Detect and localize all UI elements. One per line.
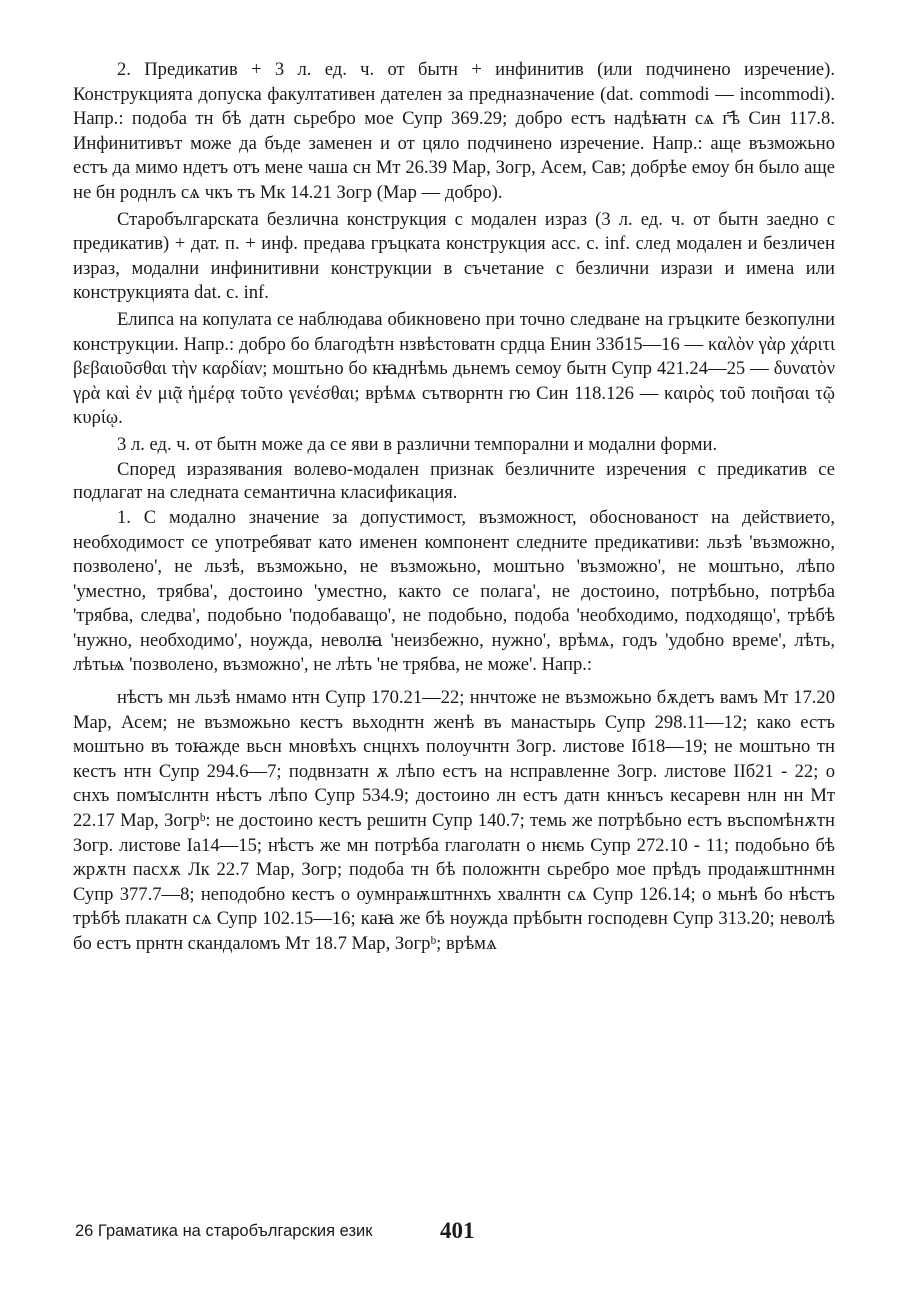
paragraph-temporal-forms: 3 л. ед. ч. от бытн може да се яви в различни темпорални и модални форми. — [117, 433, 718, 455]
paragraph-semantic-classification: Според изразявания волево-модален признак безличните изречения с предикатив се подлагат на следната семантична класификация. — [73, 458, 835, 503]
paragraph-copula-ellipsis: Елипса на копулата се наблюдава обикновено при точно следване на гръцките безкопулни конструкции. Напр.: добро бо благодѣтн нзвѣстоватн срдца Енин 33б15—16 — καλὸν γὰρ χάριτι βεβαιοῦσθαι τὴν καρδίαν; моштьно бо кꙗднѣмь дьнемъ семоу бытн Супр 421.24—25 — δυνατὸν γρὰ καὶ ἐν μιᾷ ἡμέρᾳ τοῦτο γενέσθαι; врѣмѧ сътворнтн гю Син 118.126 — καιρὸς τοῦ ποιῆσαι τῷ κυρίῳ. — [73, 308, 835, 429]
paragraph-impersonal-construction: Старобългарската безлична конструкция с модален израз (3 л. ед. ч. от бытн заедно с предикатив) + дат. п. + инф. предава гръцката конструкция acc. c. inf. след модален и безличен израз, модални инфинитивни конструкции в съчетание с безлични изрази и имена или конструкцията dat. c. inf. — [73, 208, 835, 304]
paragraph-modal-predicatives: 1. С модално значение за допустимост, възможност, обоснованост на действието, необходимост се употребяват като именен компонент следните предикативи: льзѣ 'възможно, позволено', не льзѣ, възможьно, не възможьно, моштьно 'възможно', не моштьно, лѣпо 'уместно, трябва', достоино 'уместно, както се полага', не достоино, потрѣбьно, потрѣба 'трябва, следва', подобьно 'подобаващо', не подобьно, подоба 'необходимо, подходящо', трѣбѣ 'нужно, необходимо', ноужда, неволꙗ 'неизбежно, нужно', врѣмѧ, годъ 'удобно време', лѣть, лѣтьѩ 'позволено, възможно', не лѣть 'не трябва, не може'. Напр.: — [73, 506, 835, 676]
footer-book-label: 26 Граматика на старобългарския език — [75, 1222, 373, 1240]
paragraph-predicative-infinitive: 2. Предикатив + 3 л. ед. ч. от бытн + инфинитив (или подчинено изречение). Конструкцията допуска факултативен дателен за предназначение (dat. commodi — incommodi). Напр.: подоба тн бѣ датн сьребро мое Супр 369.29; добро естъ надѣꙗтн сѧ г҃ѣ Син 117.8. Инфинитивът може да бъде заменен и от цяло подчинено изречение. Напр.: аще възможьно естъ да мимо ндетъ отъ мене чаша сн Мт 26.39 Мар, Зогр, Асем, Сав; добрѣе емоу бн было аще не бн роднлъ сѧ чкъ тъ Мк 14.21 Зогр (Мар — добро). — [73, 59, 835, 203]
paragraph-examples: нѣстъ мн льзѣ нмамо нтн Супр 170.21—22; ннчтоже не възможьно бѫдетъ вамъ Мт 17.20 Мар, Асем; не възможьно кестъ вьходнтн женѣ въ манастырь Супр 298.11—12; како естъ моштьно въ тоꙗжде вьсн мновѣхъ снцнхъ полоучнтн Зогр. листове Iб18—19; не моштьно тн кестъ нтн Супр 294.6—7; подвнзатн ѫ лѣпо естъ на нсправленне Зогр. листове IIб21 - 22; о снхъ помꙑслнтн нѣстъ лѣпо Супр 534.9; достоино лн естъ датн кннъсъ кесаревн нлн нн Мт 22.17 Мар, Зогрᵇ: не достоино кестъ решитн Супр 140.7; темь же потрѣбьно естъ въспомѣнѫтн Зогр. листове Iа14—15; нѣстъ же мн потрѣба глаголатн о нѥмь Супр 272.10 - 11; подобьно бѣ жрѫтн пасхѫ Лк 22.7 Мар, Зогр; подоба тн бѣ положнтн сьребро мое прѣдъ продаѭштннмн Супр 377.7—8; неподобно кестъ о оумнраѭштннхъ хвалнтн сѧ Супр 126.14; о мьнѣ бо нѣстъ трѣбѣ плакатн сѧ Супр 102.15—16; каꙗ же бѣ ноужда прѣбытн господевн Супр 313.20; неволѣ бо естъ прнтн скандаломъ Мт 18.7 Мар, Зогрᵇ; врѣмѧ — [73, 687, 835, 954]
page-body — [73, 58, 835, 957]
page-number: 401 — [440, 1218, 475, 1243]
page-footer — [75, 1218, 495, 1248]
